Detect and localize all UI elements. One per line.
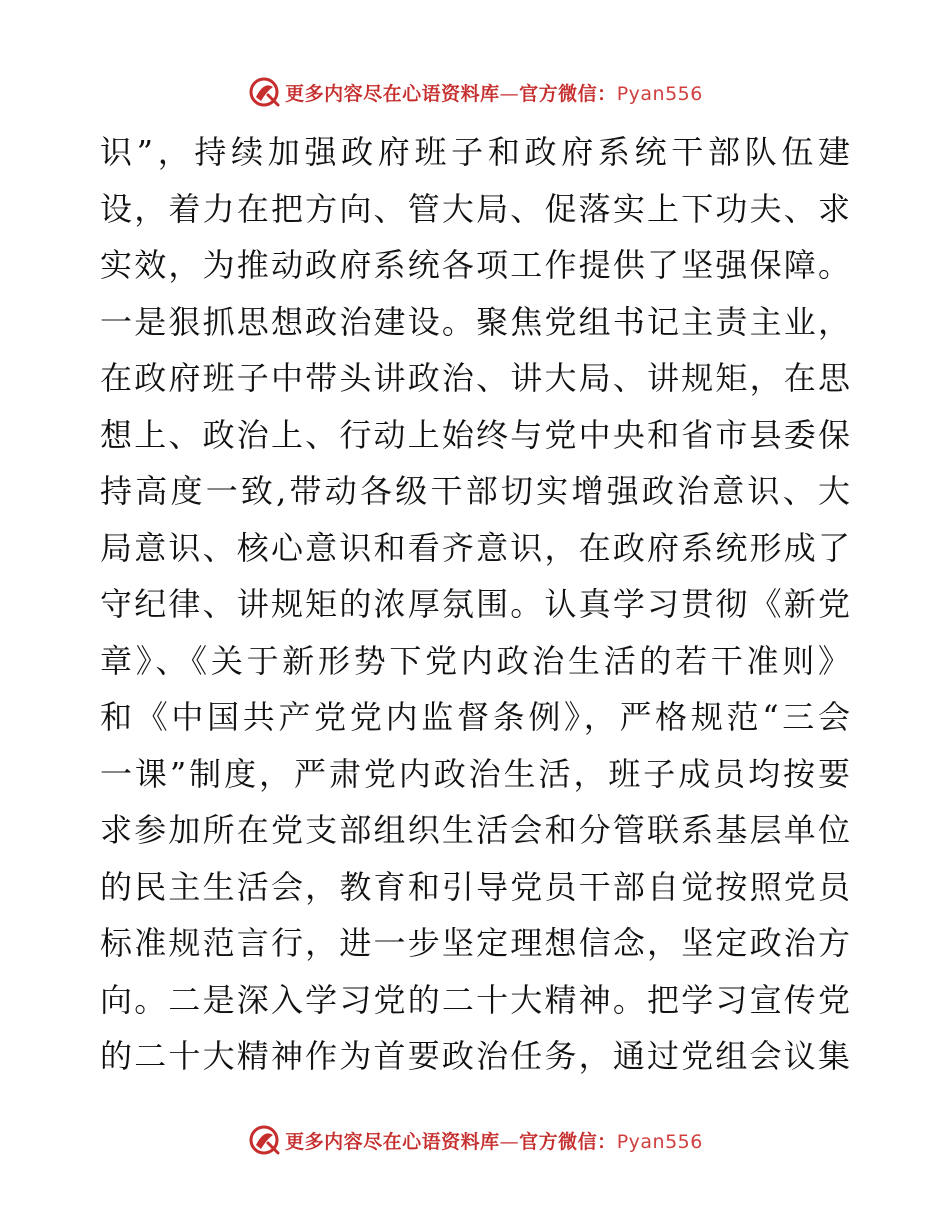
body-line: 局意识、核心意识和看齐意识，在政府系统形成了 [100, 528, 850, 567]
body-line: 持高度一致,带动各级干部切实增强政治意识、大 [100, 472, 850, 510]
footer-watermark [0, 1120, 950, 1160]
body-line: 识”，持续加强政府班子和政府系统干部队伍建 [100, 133, 850, 171]
body-line: 一是狠抓思想政治建设。聚焦党组书记主责主业， [100, 302, 850, 341]
watermark-text: 更多内容尽在心语资料库—官方微信：Pyan556 [285, 82, 703, 105]
body-line: 一课”制度，严肃党内政治生活，班子成员均按要 [100, 754, 850, 793]
body-line: 实效，为推动政府系统各项工作提供了坚强保障。 [100, 246, 850, 284]
body-line: 求参加所在党支部组织生活会和分管联系基层单位 [100, 811, 850, 849]
body-line: 守纪律、讲规矩的浓厚氛围。认真学习贯彻《新党 [100, 585, 850, 623]
body-line: 在政府班子中带头讲政治、讲大局、讲规矩，在思 [100, 359, 850, 397]
body-line: 章》、《关于新形势下党内政治生活的若干准则》 [100, 641, 850, 680]
body-line: 设，着力在把方向、管大局、促落实上下功夫、求 [100, 189, 850, 228]
body-line: 标准规范言行，进一步坚定理想信念，坚定政治方 [100, 924, 850, 962]
watermark-text: 更多内容尽在心语资料库—官方微信：Pyan556 [285, 1130, 703, 1153]
body-line: 的二十大精神作为首要政治任务，通过党组会议集 [100, 1037, 850, 1075]
body-line: 向。二是深入学习党的二十大精神。把学习宣传党 [100, 980, 850, 1019]
document-body [100, 124, 850, 1085]
header-watermark [0, 72, 950, 112]
body-line: 的民主生活会，教育和引导党员干部自觉按照党员 [100, 867, 850, 906]
watermark-logo-icon [247, 75, 281, 109]
body-line: 想上、政治上、行动上始终与党中央和省市县委保 [100, 415, 850, 454]
watermark-logo-icon [247, 1123, 281, 1157]
body-line: 和《中国共产党党内监督条例》，严格规范“三会 [100, 698, 850, 736]
